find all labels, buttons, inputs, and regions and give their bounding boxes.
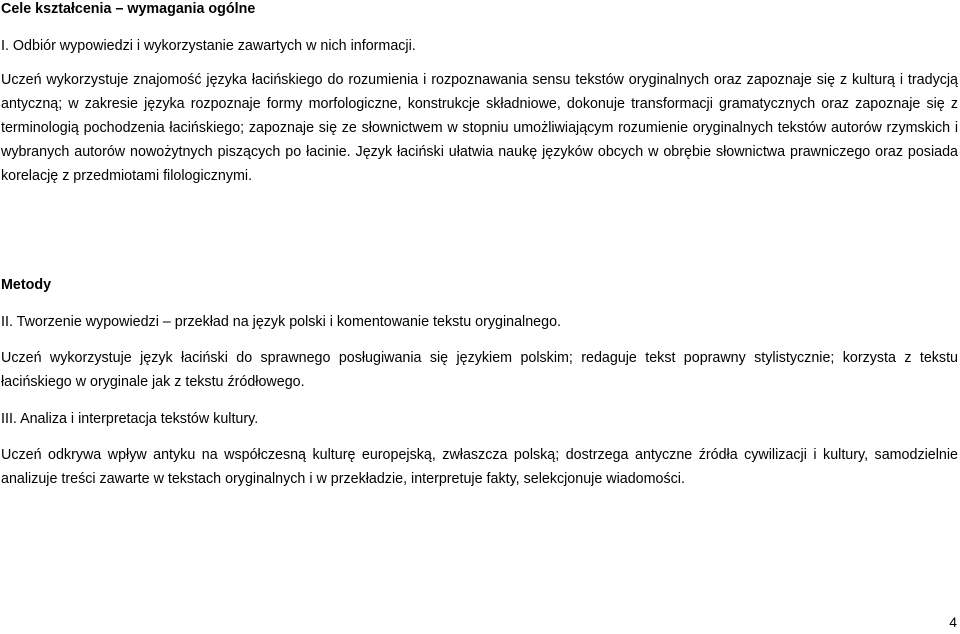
methods-heading: Metody xyxy=(1,277,52,293)
section-2-paragraph: Uczeń wykorzystuje język łaciński do sprawnego posługiwania się językiem polskim; redaguje tekst poprawny stylistycznie; korzysta z tekstu łacińskiego w oryginale jak z tekstu źródłowego. xyxy=(1,350,958,390)
document-title: Cele kształcenia – wymagania ogólne xyxy=(1,1,256,17)
section-1-heading: I. Odbiór wypowiedzi i wykorzystanie zawartych w nich informacji. xyxy=(1,38,416,54)
document-page xyxy=(1,0,959,631)
section-3-paragraph: Uczeń odkrywa wpływ antyku na współczesną kulturę europejską, zwłaszcza polską; dostrzega antyczne źródła cywilizacji i kultury, samodzielnie analizuje treści zawarte w tekstach oryginalnych i w przekładzie, interpretuje fakty, selekcjonuje wiadomości. xyxy=(1,447,958,487)
section-2-heading: II. Tworzenie wypowiedzi – przekład na język polski i komentowanie tekstu oryginalnego. xyxy=(1,314,561,330)
section-3-heading: III. Analiza i interpretacja tekstów kultury. xyxy=(1,411,259,427)
page-number: 4 xyxy=(949,614,957,630)
section-1-paragraph: Uczeń wykorzystuje znajomość języka łacińskiego do rozumienia i rozpoznawania sensu tekstów oryginalnych oraz zapoznaje się z kulturą i tradycją antyczną; w zakresie języka rozpoznaje formy morfologiczne, konstrukcje składniowe, dokonuje transformacji gramatycznych oraz zapoznaje się z terminologią pochodzenia łacińskiego; zapoznaje się ze słownictwem w stopniu umożliwiającym rozumienie oryginalnych tekstów autorów rzymskich i wybranych autorów nowożytnych piszących po łacinie. Język łaciński ułatwia naukę języków obcych w obrębie słownictwa prawniczego oraz posiada korelację z przedmiotami filologicznymi. xyxy=(1,72,958,184)
